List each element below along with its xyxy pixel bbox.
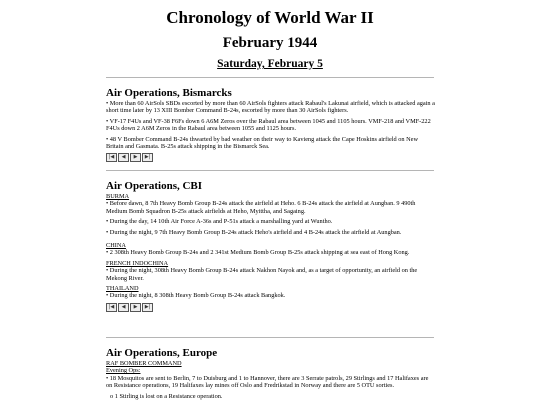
first-icon[interactable]: |◀ xyxy=(106,303,117,312)
list-item: • 48 V Bomber Command B-24s thwarted by bad weather on their way to Kavieng attack the Cape Hoskins airfield on New Britain and Gasmata. B-25s attack shipping in the Bismarck Sea. xyxy=(106,135,419,151)
section-bismarcks xyxy=(106,87,436,162)
divider xyxy=(106,77,434,78)
section-heading: Air Operations, CBI xyxy=(106,180,203,192)
section-cbi xyxy=(106,180,436,312)
first-icon[interactable]: |◀ xyxy=(106,153,117,162)
divider xyxy=(106,170,434,171)
section-europe xyxy=(106,347,436,403)
list-item: • Before dawn, 8 7th Heavy Bomb Group B-24s attack the airfield at Heho. 6 B-24s attack the airfield at Aungban. 9 490th Medium Bomb Squadron B-25s attack airfields at Heho, Myittha, and Sagaing. xyxy=(106,200,416,215)
subsection-raf-bomber-command: RAF BOMBER COMMAND xyxy=(106,360,182,367)
list-item: • During the night, 9 7th Heavy Bomb Group B-24s attack Heho's airfield and 4 B-24s attack the airfield at Aungban. xyxy=(106,228,402,236)
section-nav xyxy=(106,303,436,312)
next-icon[interactable]: ▶ xyxy=(130,303,141,312)
list-item: • More than 60 AirSols SBDs escorted by more than 60 AirSols fighters attack Rabaul's Lakunai airfield, which is attacked again a short time later by 13 XIII Bomber Command B-24s, escorted by more than 30 AirSols fighters. xyxy=(106,100,435,115)
subsection-evening-ops: Evening Ops: xyxy=(106,367,141,375)
divider xyxy=(106,337,434,338)
section-heading: Air Operations, Bismarcks xyxy=(106,87,232,99)
subsection-burma: BURMA xyxy=(106,193,130,200)
list-item: • During the night, 308th Heavy Bomb Group B-24s attack Nakhon Nayok and, as a target of opportunity, an airfield on the Mekong River. xyxy=(106,267,418,282)
last-icon[interactable]: ▶| xyxy=(142,303,153,312)
subsection-thailand: THAILAND xyxy=(106,285,139,293)
section-heading: Air Operations, Europe xyxy=(106,347,218,359)
next-icon[interactable]: ▶ xyxy=(130,153,141,162)
list-item: • 2 308th Heavy Bomb Group B-24s and 2 341st Medium Bomb Group B-25s attack shipping at sea east of Hong Kong. xyxy=(106,249,410,257)
last-icon[interactable]: ▶| xyxy=(142,153,153,162)
sub-list-item: o 1 Stirling is lost on a Resistance operation. xyxy=(110,392,223,400)
subsection-china: CHINA xyxy=(106,242,126,250)
day-heading: Saturday, February 5 xyxy=(217,58,323,70)
prev-icon[interactable]: ◀ xyxy=(118,303,129,312)
subsection-french-indochina: FRENCH INDOCHINA xyxy=(106,259,169,267)
list-item: • 18 Mosquitos are sent to Berlin, 7 to Duisburg and 1 to Hannover, there are 3 Serrate patrols, 29 Stirlings and 17 Halifaxes are on Resistance operations, 19 Halifaxes lay mines off Oslo and Fredrikstad in Norway and there are 5 OTU sorties. xyxy=(106,374,429,390)
section-nav xyxy=(106,153,436,162)
list-item: • During the night, 8 308th Heavy Bomb Group B-24s attack Bangkok. xyxy=(106,292,286,300)
prev-icon[interactable]: ◀ xyxy=(118,153,129,162)
page-subtitle: February 1944 xyxy=(222,35,318,51)
page-title: Chronology of World War II xyxy=(166,8,374,27)
list-item: • During the day, 14 10th Air Force A-36s and P-51s attack a marshalling yard at Wuntho. xyxy=(106,218,333,226)
list-item: • VF-17 F4Us and VF-38 F6Fs down 6 A6M Zeros over the Rabaul area between 1045 and 1105 hours. VMF-218 and VMF-222 F4Us down 2 A6M Zeros in the Rabaul area between 1055 and 1125 hours. xyxy=(106,117,431,133)
